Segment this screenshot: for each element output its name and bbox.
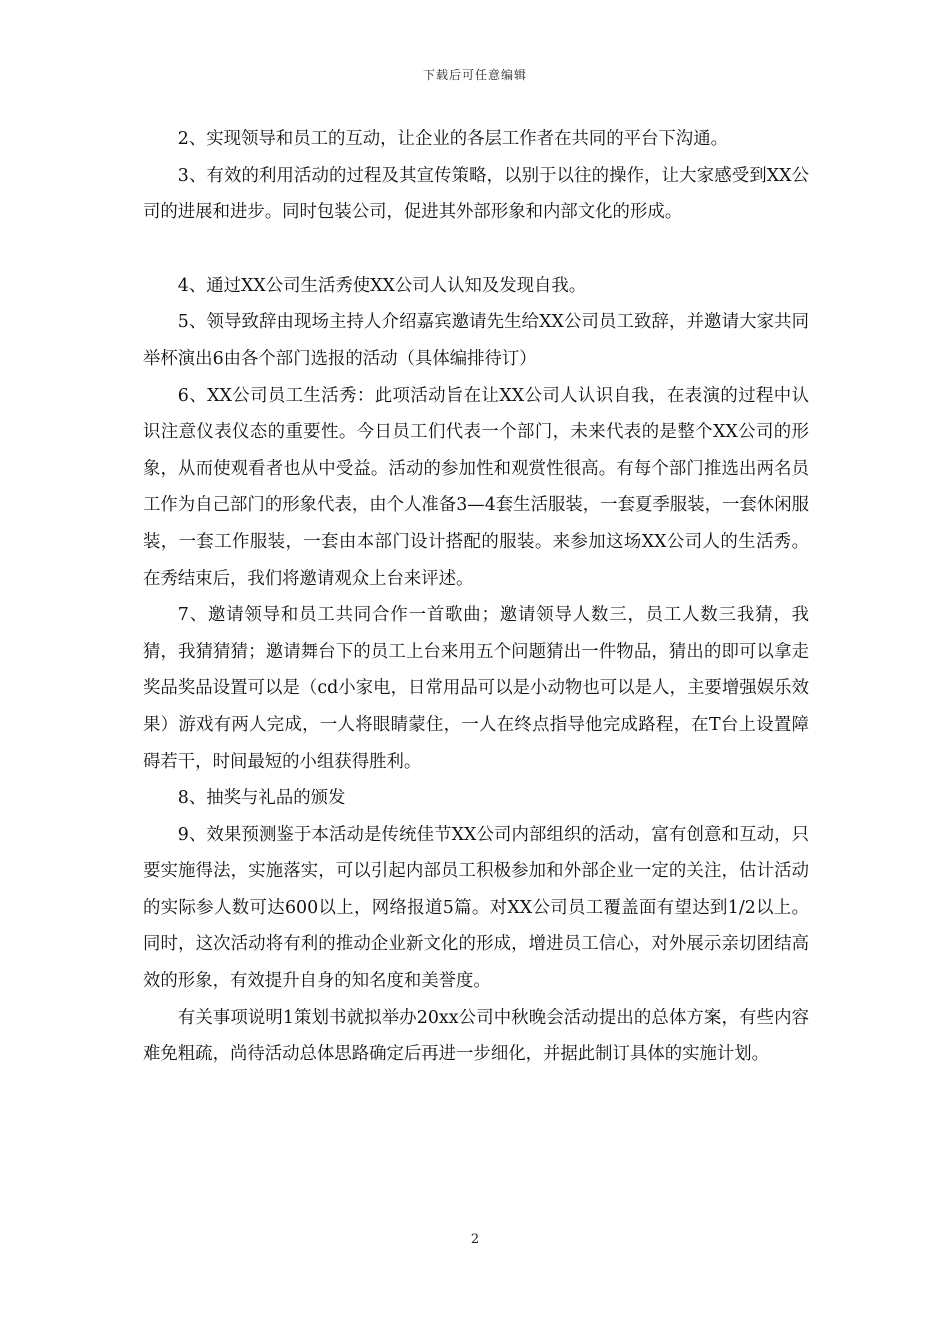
paragraph-notes: 有关事项说明1策划书就拟举办20xx公司中秋晚会活动提出的总体方案，有些内容难免粗疏，尚待活动总体思路确定后再进一步细化，并据此制订具体的实施计划。 [143, 1007, 809, 1065]
paragraph-4: 4、通过XX公司生活秀使XX公司人认知及发现自我。 [177, 275, 587, 296]
blank-line [143, 231, 809, 268]
paragraph-9: 9、效果预测鉴于本活动是传统佳节XX公司内部组织的活动，富有创意和互动，只要实施得法，实施落实，可以引起内部员工积极参加和外部企业一定的关注，估计活动的实际参人数可达600以上，网络报道5篇。对XX公司员工覆盖面有望达到1/2以上。同时，这次活动将有利的推动企业新文化的形成，增进员工信心，对外展示亲切团结高效的形象，有效提升自身的知名度和美誉度。 [143, 824, 809, 992]
paragraph-5: 5、领导致辞由现场主持人介绍嘉宾邀请先生给XX公司员工致辞，并邀请大家共同举杯演出6由各个部门选报的活动（具体编排待订） [143, 312, 809, 369]
page-number: 2 [470, 1232, 480, 1247]
paragraph-8: 8、抽奖与礼品的颁发 [177, 788, 346, 809]
document-body [143, 121, 809, 1073]
paragraph-3: 3、有效的利用活动的过程及其宣传策略，以别于以往的操作，让大家感受到XX公司的进展和进步。同时包装公司，促进其外部形象和内部文化的形成。 [143, 165, 809, 223]
paragraph-6: 6、XX公司员工生活秀：此项活动旨在让XX公司人认识自我，在表演的过程中认识注意仪表仪态的重要性。今日员工们代表一个部门，未来代表的是整个XX公司的形象，从而使观看者也从中受益。活动的参加性和观赏性很高。有每个部门推选出两名员工作为自己部门的形象代表，由个人准备3—4套生活服装，一套夏季服装，一套休闲服装，一套工作服装，一套由本部门设计搭配的服装。来参加这场XX公司人的生活秀。在秀结束后，我们将邀请观众上台来评述。 [143, 385, 809, 589]
paragraph-2: 2、实现领导和员工的互动，让企业的各层工作者在共同的平台下沟通。 [177, 129, 728, 149]
page-header: 下载后可任意编辑 [422, 68, 527, 82]
paragraph-7: 7、邀请领导和员工共同合作一首歌曲；邀请领导人数三，员工人数三我猜，我猜，我猜猜猜；邀请舞台下的员工上台来用五个问题猜出一件物品，猜出的即可以拿走奖品奖品设置可以是（cd小家电，日常用品可以是小动物也可以是人，主要增强娱乐效果）游戏有两人完成，一人将眼睛蒙住，一人在终点指导他完成路程，在T台上设置障碍若干，时间最短的小组获得胜利。 [143, 605, 809, 772]
